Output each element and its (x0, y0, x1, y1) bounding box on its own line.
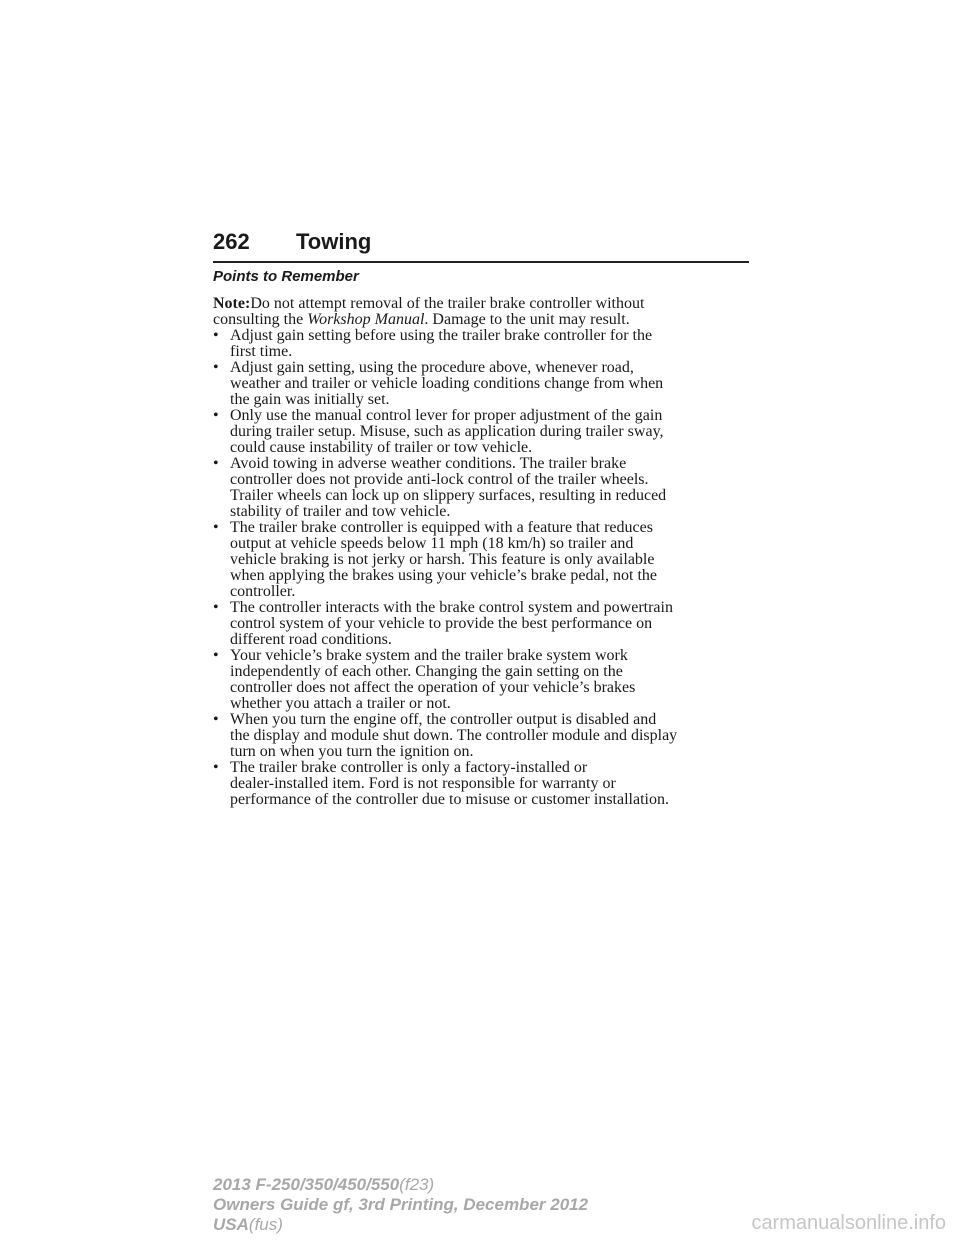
list-item (213, 760, 753, 808)
bullet-icon: • (213, 711, 219, 728)
list-item-text: Adjust gain setting, using the procedure above, whenever road, weather and trailer or vehicle loading conditions change from when the gain was initially set. (230, 359, 664, 408)
bullet-icon: • (213, 759, 219, 776)
workshop-manual-reference: Workshop Manual (307, 311, 425, 328)
list-item (213, 520, 753, 600)
watermark-text: carmanualsonline.info (751, 1212, 946, 1234)
list-item (213, 328, 753, 360)
bullet-list (213, 328, 753, 808)
bullet-icon: • (213, 359, 219, 376)
note-text-after: . Damage to the unit may result. (424, 311, 630, 328)
list-item (213, 408, 753, 456)
bullet-icon: • (213, 407, 219, 424)
list-item-text: Only use the manual control lever for proper adjustment of the gain during trailer setup. Misuse, such as application during trailer sway, could cause instability of trailer or tow vehicle. (230, 407, 664, 456)
list-item-text: Avoid towing in adverse weather conditions. The trailer brake controller does not provide anti-lock control of the trailer wheels. Trailer wheels can lock up on slippery surfaces, resulting in reduced stability of trailer and tow vehicle. (230, 455, 667, 520)
list-item (213, 600, 753, 648)
list-item (213, 648, 753, 712)
footer-model-code: (f23) (399, 1175, 435, 1194)
note-text-before: Do not attempt removal of the trailer brake controller without consulting the (213, 295, 645, 328)
page-header (213, 229, 749, 263)
list-item (213, 360, 753, 408)
list-item-text: The controller interacts with the brake control system and powertrain control system of your vehicle to provide the best performance on different road conditions. (230, 599, 673, 648)
bullet-icon: • (213, 455, 219, 472)
footer-printing-line: Owners Guide gf, 3rd Printing, December 2012 (213, 1195, 589, 1214)
footer-model: 2013 F-250/350/450/550 (213, 1175, 400, 1194)
list-item-text: When you turn the engine off, the controller output is disabled and the display and module shut down. The controller module and display turn on when you turn the ignition on. (230, 711, 678, 760)
footer-model-line (213, 1175, 588, 1195)
bullet-icon: • (213, 327, 219, 344)
points-to-remember-heading: Points to Remember (213, 268, 359, 285)
bullet-icon: • (213, 647, 219, 664)
list-item-text: The trailer brake controller is only a factory-installed or dealer-installed item. Ford is not responsible for warranty or performance of the controller due to misuse or customer installation. (230, 759, 669, 808)
footer-market-line (213, 1215, 588, 1235)
list-item-text: Your vehicle’s brake system and the trailer brake system work independently of each other. Changing the gain setting on the controller does not affect the operation of your vehicle’s brakes whether you attach a trailer or not. (230, 647, 636, 712)
footer-market: USA (213, 1215, 249, 1234)
list-item (213, 712, 753, 760)
list-item (213, 456, 753, 520)
list-item-text: Adjust gain setting before using the trailer brake controller for the first time. (230, 327, 653, 360)
document-footer (213, 1175, 588, 1235)
list-item-text: The trailer brake controller is equipped with a feature that reduces output at vehicle speeds below 11 mph (18 km/h) so trailer and vehicle braking is not jerky or harsh. This feature is only available when applying the brakes using your vehicle’s brake pedal, not the controller. (230, 519, 657, 600)
bullet-icon: • (213, 599, 219, 616)
page-number: 262 (213, 229, 250, 254)
note-label: Note: (213, 295, 251, 312)
note-paragraph (213, 296, 753, 328)
section-title: Towing (296, 229, 372, 254)
footer-market-code: (fus) (248, 1215, 283, 1234)
bullet-icon: • (213, 519, 219, 536)
page-content (213, 268, 753, 808)
